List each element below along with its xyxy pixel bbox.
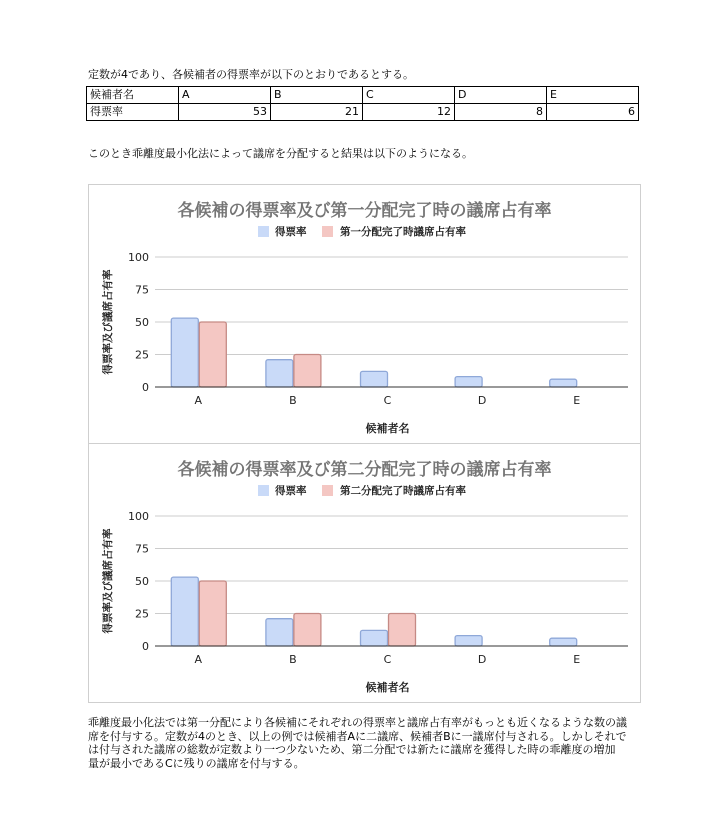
y-tick-label: 75 bbox=[135, 542, 149, 556]
x-tick-label: C bbox=[383, 394, 392, 407]
chart-first-svg bbox=[89, 185, 640, 443]
bar-seat-share bbox=[294, 614, 321, 647]
x-tick-label: B bbox=[289, 653, 297, 666]
chart-title: 各候補の得票率及び第一分配完了時の議席占有率 bbox=[177, 201, 552, 221]
bar-vote-share bbox=[455, 377, 482, 387]
table-cell: 53 bbox=[179, 104, 271, 121]
y-tick-label: 75 bbox=[135, 283, 149, 297]
chart-second-distribution bbox=[88, 443, 641, 703]
table-header-cell: E bbox=[547, 87, 639, 104]
bar-vote-share bbox=[266, 360, 293, 387]
legend-label-vote: 得票率 bbox=[275, 226, 307, 238]
bar-vote-share bbox=[171, 318, 198, 387]
table-row bbox=[87, 104, 639, 121]
explanation-line: 席を付与する。定数が4のとき、以上の例では候補者Aに二議席、候補者Bに一議席付与される。しかしそれで bbox=[88, 729, 627, 743]
x-tick-label: D bbox=[477, 653, 487, 666]
middle-text: このとき乖離度最小化法によって議席を分配すると結果は以下のようになる。 bbox=[88, 147, 473, 160]
table-header-cell: D bbox=[455, 87, 547, 104]
y-axis-label: 得票率及び議席占有率 bbox=[102, 528, 114, 634]
y-tick-label: 100 bbox=[128, 251, 149, 264]
legend-swatch-seat bbox=[322, 485, 333, 496]
bar-vote-share bbox=[550, 638, 577, 646]
legend-label-vote: 得票率 bbox=[275, 485, 307, 497]
vote-share-table bbox=[86, 86, 639, 121]
explanation-line: 量が最小であるCに残りの議席を付与する。 bbox=[88, 756, 305, 770]
table-header-row bbox=[87, 87, 639, 104]
intro-text: 定数が4であり、各候補者の得票率が以下のとおりであるとする。 bbox=[88, 68, 414, 81]
legend-swatch-seat bbox=[322, 226, 333, 237]
bar-vote-share bbox=[266, 619, 293, 646]
legend-swatch-vote bbox=[258, 226, 269, 237]
y-tick-label: 100 bbox=[128, 510, 149, 523]
table-cell: 6 bbox=[547, 104, 639, 121]
y-tick-label: 0 bbox=[142, 381, 149, 394]
x-tick-label: A bbox=[194, 653, 203, 666]
x-axis-label: 候補者名 bbox=[365, 422, 410, 435]
table-cell: 21 bbox=[271, 104, 363, 121]
y-tick-label: 50 bbox=[135, 575, 149, 588]
y-tick-label: 25 bbox=[135, 348, 149, 362]
legend-label-seat: 第一分配完了時議席占有率 bbox=[340, 226, 466, 238]
explanation-line: 乖離度最小化法では第一分配により各候補にそれぞれの得票率と議席占有率がもっとも近くなるような数の議 bbox=[88, 716, 627, 729]
x-tick-label: D bbox=[477, 394, 487, 407]
bar-seat-share bbox=[199, 322, 226, 387]
x-tick-label: C bbox=[383, 653, 392, 666]
table-row-label: 得票率 bbox=[87, 104, 179, 121]
explanation-line: は付与された議席の総数が定数より一つ少ないため、第二分配では新たに議席を獲得した時の乖離度の増加 bbox=[88, 743, 616, 756]
y-axis-label: 得票率及び議席占有率 bbox=[102, 269, 114, 375]
chart-title: 各候補の得票率及び第二分配完了時の議席占有率 bbox=[177, 460, 552, 480]
table-header-cell: A bbox=[179, 87, 271, 104]
x-tick-label: B bbox=[289, 394, 297, 407]
x-tick-label: E bbox=[573, 394, 581, 407]
bar-seat-share bbox=[294, 355, 321, 388]
legend-label-seat: 第二分配完了時議席占有率 bbox=[340, 485, 466, 497]
y-tick-label: 50 bbox=[135, 316, 149, 329]
bar-vote-share bbox=[550, 379, 577, 387]
bar-vote-share bbox=[455, 636, 482, 646]
bar-seat-share bbox=[389, 614, 416, 647]
explanation-paragraph bbox=[88, 716, 640, 770]
table-header-cell: C bbox=[363, 87, 455, 104]
bar-seat-share bbox=[199, 581, 226, 646]
y-tick-label: 25 bbox=[135, 607, 149, 621]
table-header-cell: B bbox=[271, 87, 363, 104]
x-axis-label: 候補者名 bbox=[365, 681, 410, 694]
chart-second-svg bbox=[89, 444, 640, 705]
table-cell: 12 bbox=[363, 104, 455, 121]
x-tick-label: E bbox=[573, 653, 581, 666]
x-tick-label: A bbox=[194, 394, 203, 407]
bar-vote-share bbox=[361, 630, 388, 646]
chart-first-distribution bbox=[88, 184, 641, 443]
legend-swatch-vote bbox=[258, 485, 269, 496]
bar-vote-share bbox=[171, 577, 198, 646]
y-tick-label: 0 bbox=[142, 640, 149, 653]
bar-vote-share bbox=[361, 371, 388, 387]
table-header-label: 候補者名 bbox=[87, 87, 179, 104]
table-cell: 8 bbox=[455, 104, 547, 121]
